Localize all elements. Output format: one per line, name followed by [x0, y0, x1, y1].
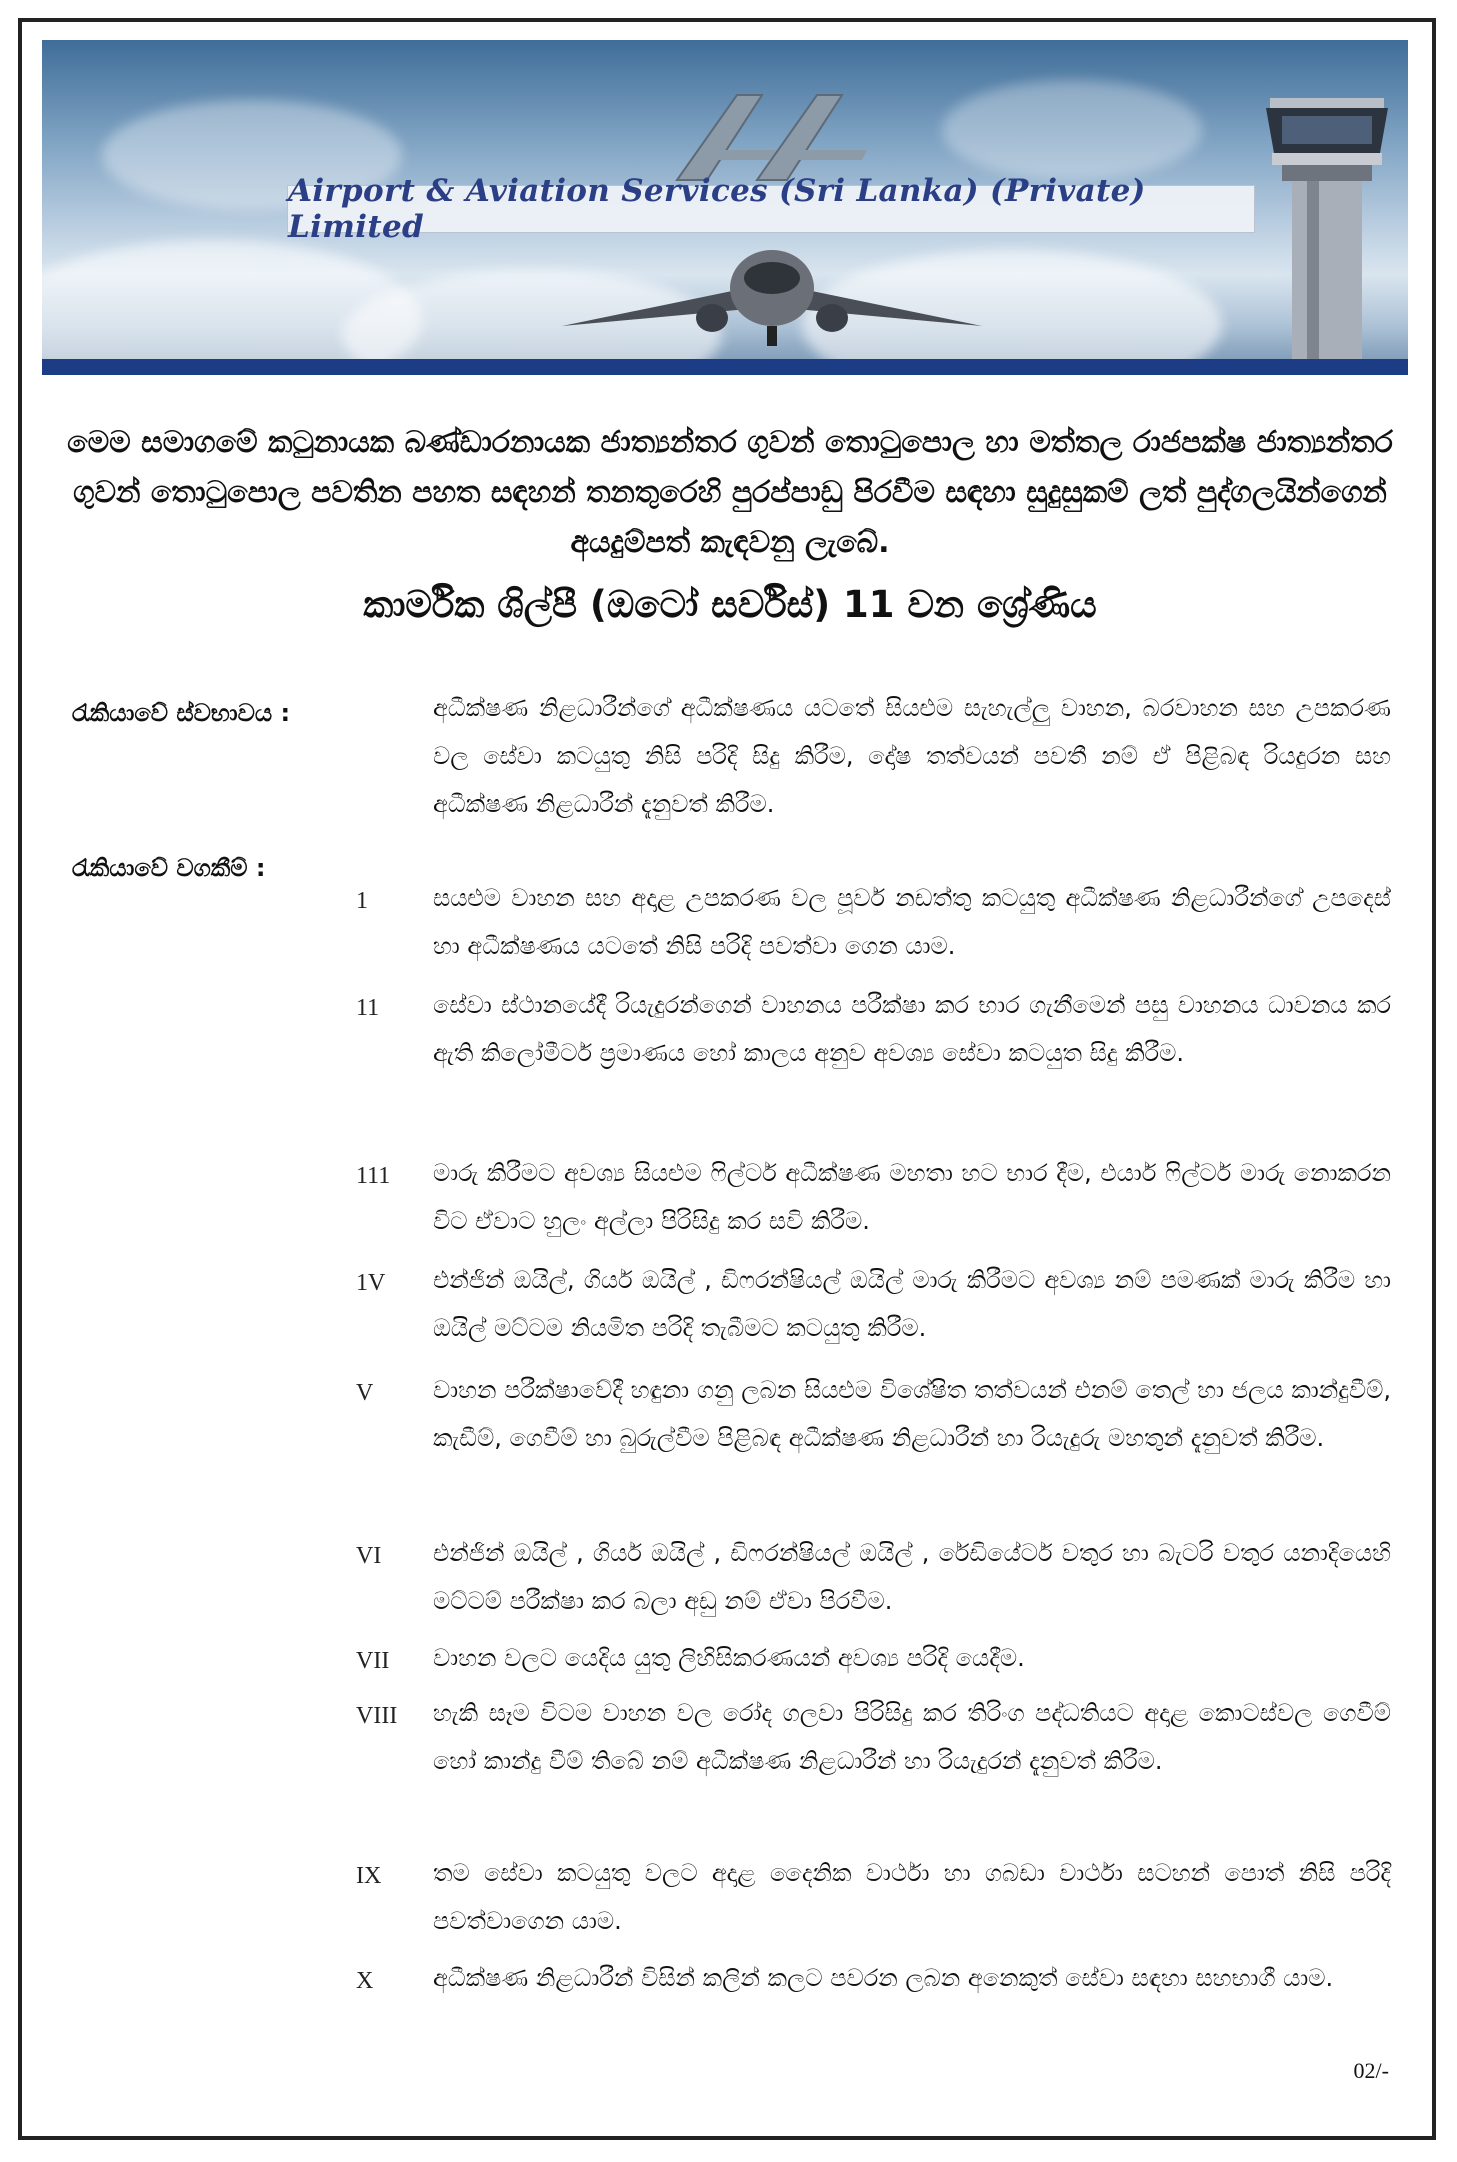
nature-label: රැකියාවේ ස්වභාවය :: [72, 699, 291, 727]
duty-number: X: [356, 1968, 374, 1994]
duty-text: හැකි සෑම විටම වාහන වල රෝද ගලවා පිරිසිදු කර තිරිංග පද්ධතියට අදාළ කොටස්වල ගෙවීම් හෝ කාන්දු වීම් තිබේ නම් අධීක්ෂණ නිළධාරීන් හා රියැදුරන් දැනුවත් කිරීම.: [433, 1699, 1391, 1775]
page-number: 02/-: [1353, 2058, 1389, 2083]
duty-text: සයළුම වාහන සහ අදාළ උපකරණ වල පූර්ව නඩත්තු කටයුතු අධීක්ෂණ නිළධාරීන්ගේ උපදෙස් හා අධීක්ෂණය යටතේ නිසි පරිදි පවත්වා ගෙන යාම.: [433, 884, 1391, 960]
duty-number: 11: [356, 995, 380, 1021]
duty-text: මාරු කිරීමට අවශ්‍ය සියළුම ෆිල්ටර් අධීක්ෂණ මහතා හට භාර දීම, එයාර් ෆිල්ටර් මාරු නොකරන විට ඒවාට හුලං අල්ලා පිරිසිදු කර සවි කිරීම.: [433, 1159, 1391, 1235]
nature-text: අධීක්ෂණ නිළධාරීන්ගේ අධීක්ෂණය යටතේ සියළුම සැහැල්ලු වාහන, බරවාහන සහ උපකරණ වල සේවා කටයුතු නිසි පරිදි සිදු කිරීම, දෝෂ තත්වයන් පවතී නම් ඒ පිළිබඳ රියදුරන සහ අධීක්ෂණ නිළධාරීන් දැනුවත් කිරීම.: [433, 694, 1391, 818]
duty-number: 111: [356, 1163, 391, 1189]
duty-text: වාහන පරීක්ෂාවේදී හඳුනා ගනු ලබන සියළුම විශේෂිත තත්වයන් එනම් තෙල් හා ජලය කාන්දුවීම්, කැඩීම්, ගෙවීම් හා බුරුල්වීම පිළිබඳ අධීක්ෂණ නිළධාරීන් හා රියැදුරු මහතුන් දැනුවත් කිරීම.: [433, 1376, 1391, 1452]
duty-number: VIII: [356, 1703, 398, 1729]
duty-number: VI: [356, 1543, 382, 1569]
duty-text: අධීක්ෂණ නිළධාරීන් විසින් කලින් කලට පවරන ලබන අනෙකුත් සේවා සඳහා සහභාගී යාම.: [433, 1964, 1334, 1992]
duty-number: V: [356, 1380, 374, 1406]
header-banner: [42, 40, 1408, 375]
notice-intro: මෙම සමාගමේ කටුනායක බණ්ඩාරනායක ජාත්‍යන්තර ගුවන් තොටුපොල හා මත්තල රාජපක්ෂ ජාත්‍යන්තර ගුවන් තොටුපොල පවතින පහත සඳහන් තනතුරෙහි පුරප්පාඩු පිරවීම සඳහා සුදුසුකම් ලත් පුද්ගලයින්ගෙන් අයදුම්පත් කැඳවනු ලැබේ.: [67, 425, 1393, 560]
airplane-icon: [562, 218, 982, 348]
duty-number: 1: [356, 888, 368, 914]
banner-stripe: [42, 359, 1408, 375]
duty-text: තම සේවා කටයුතු වලට අදාළ දෛනික වාර්ථා හා ගබඩා වාර්ථා සටහන් පොත් නිසි පරිදි පවත්වාගෙන යාම.: [433, 1859, 1391, 1935]
duty-text: එන්ජින් ඔයිල්, ගියර් ඔයිල් , ඩිෆරන්ෂියල් ඔයිල් මාරු කිරීමට අවශ්‍ය නම් පමණක් මාරු කිරීම හා ඔයිල් මට්ටම නියමිත පරිදි තැබීමට කටයුතු කිරීම.: [433, 1266, 1391, 1342]
duty-text: වාහන වලට යෙදිය යුතු ලිහිසිකරණයන් අවශ්‍ය පරිදි යෙදීම.: [433, 1644, 1025, 1672]
duties-label: රැකියාවේ වගකීම් :: [72, 854, 266, 882]
duty-number: IX: [356, 1863, 382, 1889]
position-title: කාර්මික ශිල්පී (ඔටෝ සර්විස්) 11 වන ශ්‍රේණිය: [363, 583, 1097, 626]
duty-number: VII: [356, 1648, 390, 1674]
aa-logo-icon: [667, 90, 877, 185]
duty-text: සේවා ස්ථානයේදී රියැදුරන්ගෙන් වාහනය පරීක්ෂා කර භාර ගැනීමෙන් පසු වාහනය ධාවනය කර ඇති කිලෝමීටර් ප්‍රමාණය හෝ කාලය අනුව අවශ්‍ය සේවා කටයුත සිදු කිරීම.: [433, 991, 1391, 1067]
duty-text: එන්ජින් ඔයිල් , ගියර් ඔයිල් , ඩිෆරන්ෂියල් ඔයිල් , රේඩියේටර් වතුර හා බැටරි වතුර යනාදියෙහි මට්ටම් පරීක්ෂා කර බලා අඩු නම් ඒවා පිරවීම.: [433, 1539, 1391, 1615]
control-tower-icon: [1262, 98, 1392, 375]
duty-number: 1V: [356, 1270, 386, 1296]
org-name: Airport & Aviation Services (Sri Lanka) (Private) Limited: [288, 173, 1146, 245]
